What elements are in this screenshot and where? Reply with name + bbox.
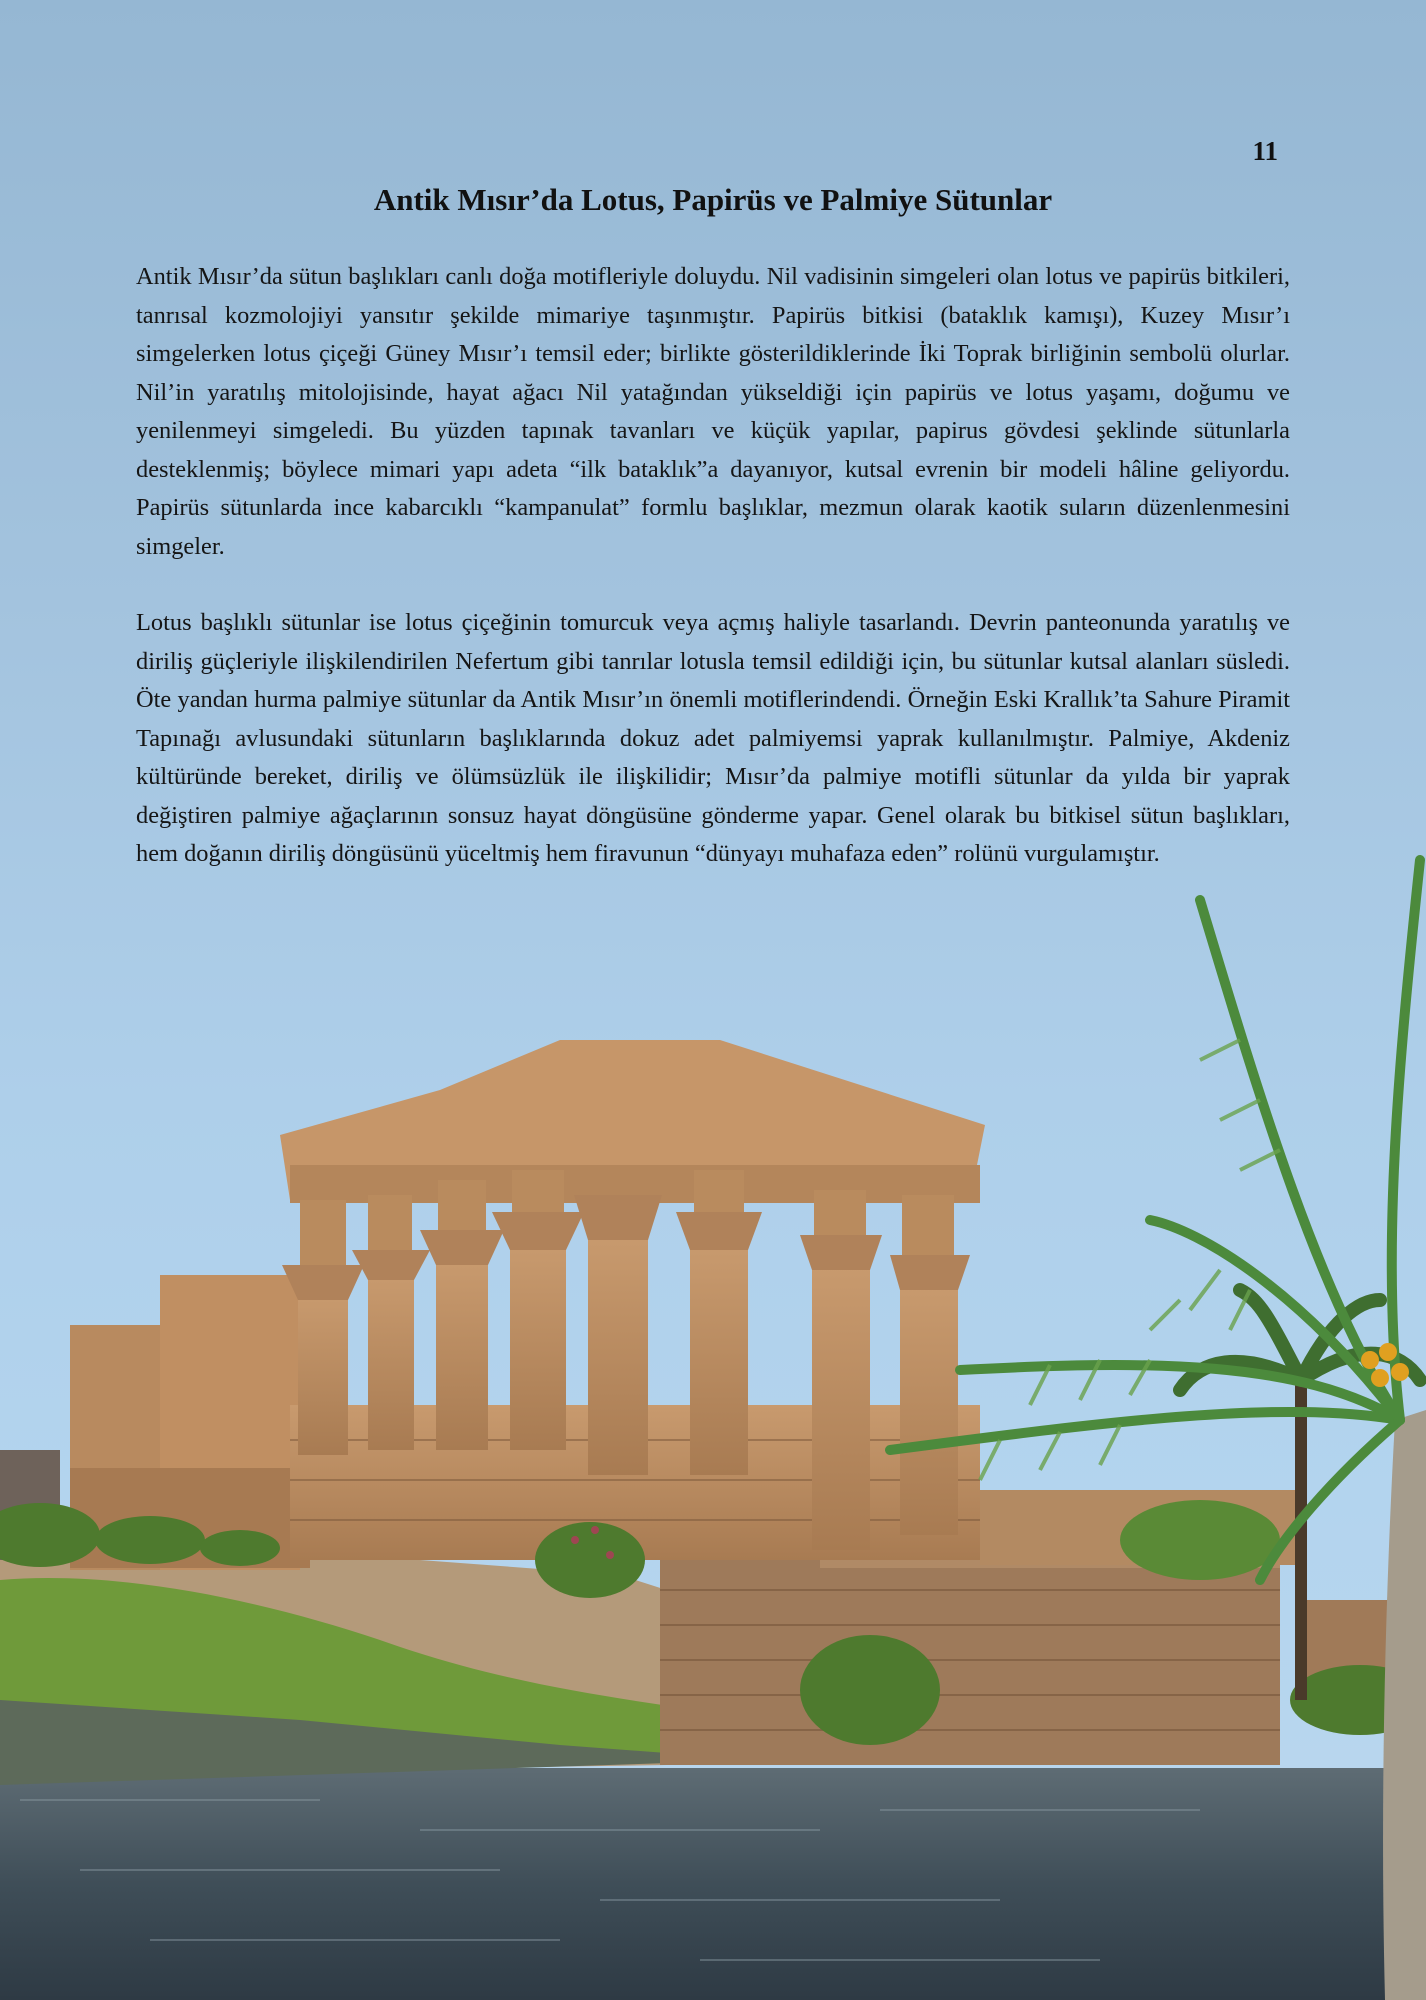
page-title: Antik Mısır’da Lotus, Papirüs ve Palmiye Sütunlar xyxy=(373,182,1053,217)
paragraph-2: Lotus başlıklı sütunlar ise lotus çiçeğinin tomurcuk veya açmış haliyle tasarlandı. Devrin panteonunda yaratılış ve diriliş güçleriyle ilişkilendirilen Nefertum gibi tanrılar lotusla temsil edildiği için, bu sütunlar kutsal alanları süsledi. Öte yandan hurma palmiye sütunlar da Antik Mısır’ın önemli motiflerindendi. Örneğin Eski Krallık’ta Sahure Piramit Tapınağı avlusundaki sütunların başlıklarında dokuz adet palmiyemsi yaprak kullanılmıştır. Palmiye, Akdeniz kültüründe bereket, diriliş ve ölümsüzlük ile ilişkilidir; Mısır’da palmiye motifli sütunlar da yılda bir yaprak değiştiren palmiye ağaçlarının sonsuz hayat döngüsüne gönderme yapar. Genel olarak bu bitkisel sütun başlıkları, hem doğanın diriliş döngüsünü yüceltmiş hem firavunun “dünyayı muhafaza eden” rolünü vurgulamıştır. xyxy=(136,609,1290,867)
page-number: 11 xyxy=(1252,136,1278,166)
body-text xyxy=(136,258,1290,912)
paragraph-1: Antik Mısır’da sütun başlıkları canlı doğa motifleriyle doluydu. Nil vadisinin simgeleri olan lotus ve papirüs bitkileri, tanrısal kozmolojiyi yansıtır şekilde mimariye taşınmıştır. Papirüs bitkisi (bataklık kamışı), Kuzey Mısır’ı simgelerken lotus çiçeği Güney Mısır’ı temsil eder; birlikte gösterildiklerinde İki Toprak birliğinin sembolü olurlar. Nil’in yaratılış mitolojisinde, hayat ağacı Nil yatağından yükseldiği için papirüs ve lotus yaşamı, doğumu ve yenilenmeyi simgeledi. Bu yüzden tapınak tavanları ve küçük yapılar, papirus gövdesi şeklinde sütunlarla desteklenmiş; böylece mimari yapı adeta “ilk bataklık”a dayanıyor, kutsal evrenin bir modeli hâline geliyordu. Papirüs sütunlarda ince kabarcıklı “kampanulat” formlu başlıklar, mezmun olarak kaotik suların düzenlenmesini simgeler. xyxy=(136,263,1290,560)
nile-water xyxy=(0,1768,1426,2000)
